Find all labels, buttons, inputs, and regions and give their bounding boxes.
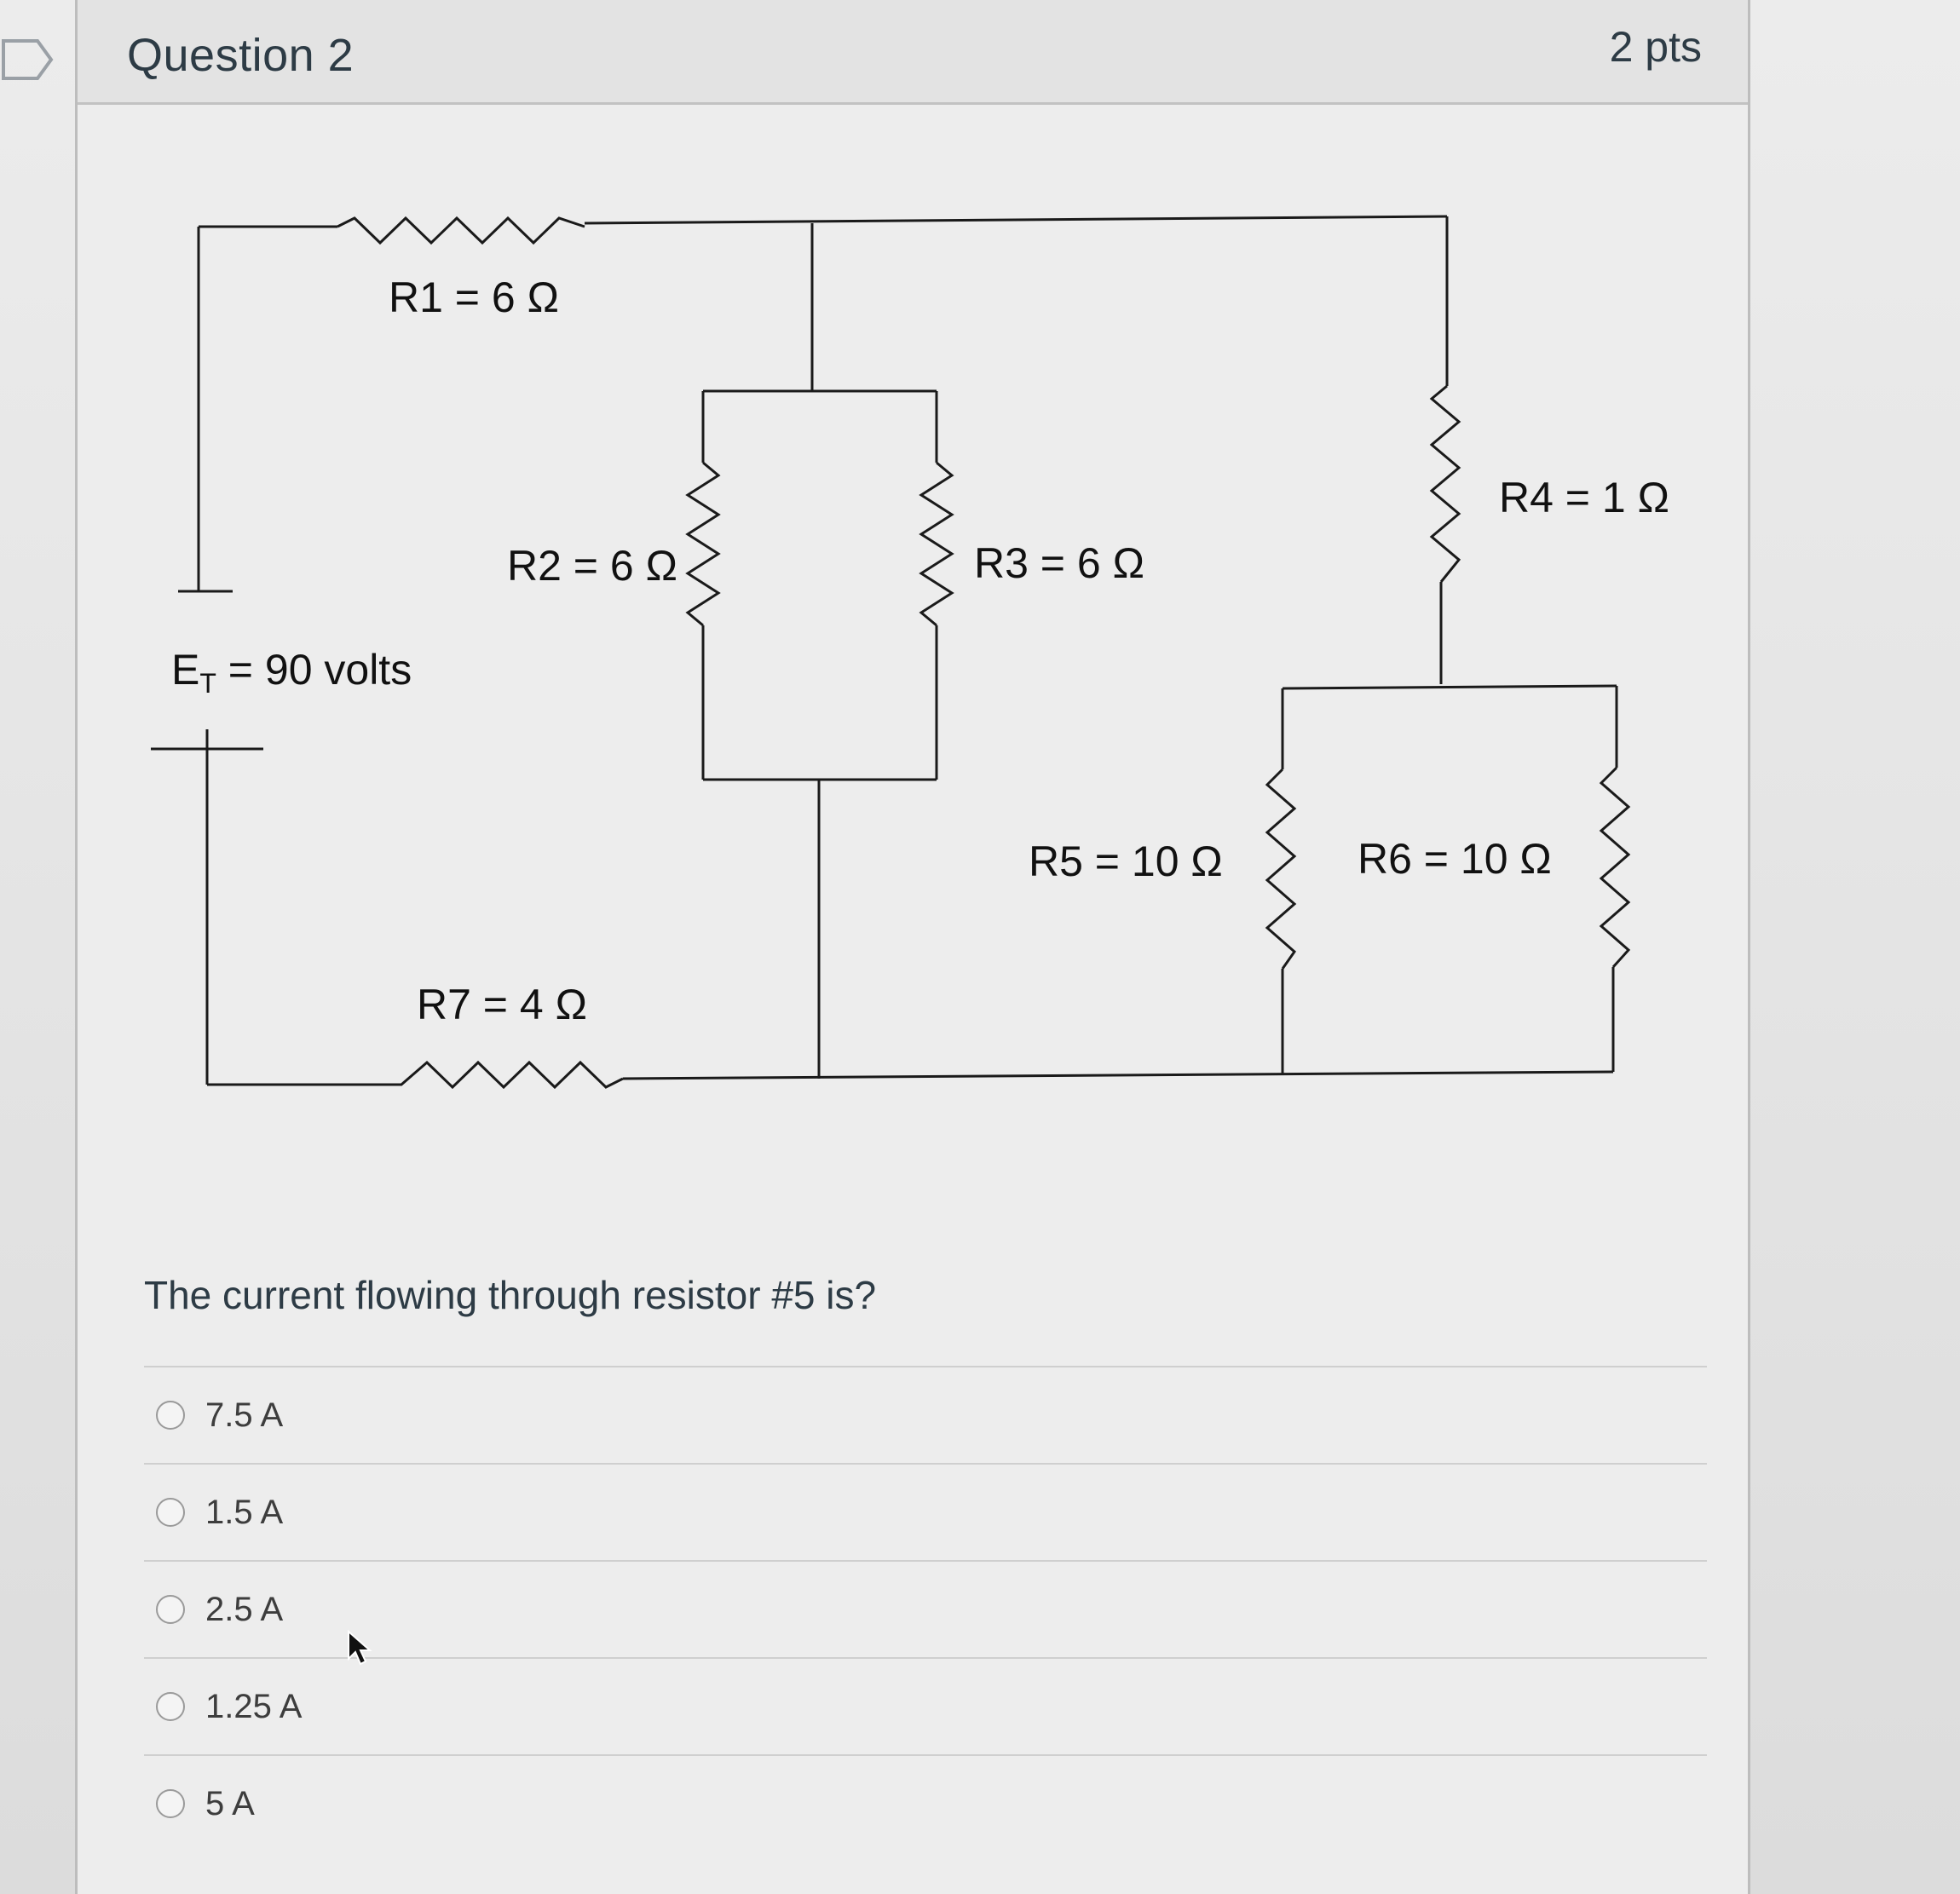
r2-label: R2 = 6 Ω: [507, 542, 677, 590]
answer-option[interactable]: [144, 1366, 1707, 1463]
r5-label: R5 = 10 Ω: [1029, 838, 1223, 885]
r4-resistor: [1432, 386, 1459, 582]
r5-resistor: [1267, 769, 1294, 969]
answer-option[interactable]: [144, 1463, 1707, 1560]
question-card: [75, 0, 1750, 1894]
r3-label: R3 = 6 Ω: [974, 539, 1144, 587]
mouse-pointer-icon: [347, 1630, 372, 1667]
r1-label: R1 = 6 Ω: [389, 273, 559, 321]
source-label: [171, 646, 412, 699]
top-mid-wire: [585, 216, 1447, 223]
flag-question-icon[interactable]: [0, 34, 55, 85]
radio-button[interactable]: [156, 1595, 185, 1624]
r2-resistor: [688, 463, 718, 625]
question-body: [78, 105, 1748, 1894]
radio-button[interactable]: [156, 1498, 185, 1527]
source-value: = 90 volts: [216, 646, 412, 694]
answer-label[interactable]: 1.5 A: [205, 1493, 284, 1531]
r7-label: R7 = 4 Ω: [417, 981, 587, 1028]
r5r6-upper-bar: [1283, 686, 1617, 688]
answer-option[interactable]: [144, 1754, 1707, 1851]
radio-button[interactable]: [156, 1692, 185, 1721]
source-subscript: T: [199, 668, 216, 699]
answer-label[interactable]: 2.5 A: [205, 1590, 284, 1628]
answer-list: [144, 1366, 1707, 1851]
r6-label: R6 = 10 Ω: [1358, 835, 1552, 883]
r3-resistor: [921, 463, 952, 625]
r7-resistor: [367, 1062, 623, 1087]
r6-resistor: [1601, 768, 1629, 967]
circuit-diagram: [78, 105, 1748, 1161]
radio-button[interactable]: [156, 1401, 185, 1430]
answer-option[interactable]: [144, 1560, 1707, 1657]
r1-resistor: [337, 218, 585, 243]
question-prompt: The current flowing through resistor #5 is?: [144, 1273, 877, 1317]
answer-label[interactable]: 7.5 A: [205, 1396, 284, 1434]
answer-option[interactable]: [144, 1657, 1707, 1754]
source-letter: E: [171, 646, 200, 694]
answer-label[interactable]: 1.25 A: [205, 1687, 303, 1725]
bottom-right-wire: [623, 1072, 1613, 1079]
question-title: Question 2: [127, 30, 355, 81]
radio-button[interactable]: [156, 1789, 185, 1818]
question-header: [78, 0, 1748, 105]
r4-label: R4 = 1 Ω: [1499, 474, 1669, 521]
answer-label[interactable]: 5 A: [205, 1784, 255, 1822]
question-points: 2 pts: [1609, 23, 1702, 71]
